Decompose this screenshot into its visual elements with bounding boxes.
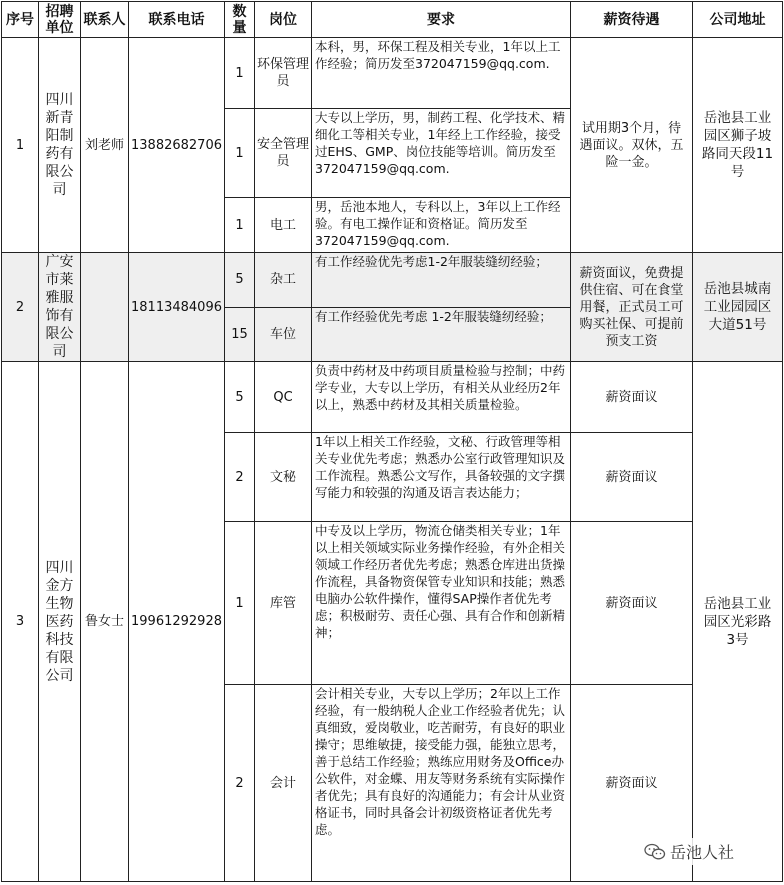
header-address: 公司地址 (693, 2, 783, 38)
salary-info: 薪资面议 (571, 433, 693, 522)
job-requirement: 男，岳池本地人，专科以上，3年以上工作经验。有电工操作证和资格证。简历发至372047159@qq.com. (312, 198, 571, 253)
contact-person: 刘老师 (81, 38, 129, 253)
job-position: 车位 (255, 307, 312, 362)
salary-info: 试用期3个月，待遇面议。双休，五险一金。 (571, 38, 693, 253)
header-contact: 联系人 (81, 2, 129, 38)
table-row (2, 38, 783, 109)
job-count: 1 (225, 198, 255, 253)
company-name: 四川新青阳制药有限公司 (39, 38, 81, 253)
job-requirement: 中专及以上学历，物流仓储类相关专业；1年以上相关领域实际业务操作经验，有外企相关领域工作经历者优先考虑；熟悉仓库进出货操作流程，具备物资保管专业知识和技能；熟悉电脑办公软件操作，懂得SAP操作者优先考虑；积极耐劳、责任心强、具有合作和创新精神； (312, 522, 571, 685)
header-count: 数量 (225, 2, 255, 38)
watermark-text: 岳池人社 (670, 843, 735, 862)
job-count: 5 (225, 362, 255, 433)
header-index: 序号 (2, 2, 39, 38)
contact-person (81, 253, 129, 362)
job-requirement: 有工作经验优先考虑 1-2年服装缝纫经验； (312, 307, 571, 362)
job-count: 1 (225, 522, 255, 685)
contact-phone: 19961292928 (129, 362, 225, 882)
watermark (640, 838, 738, 865)
job-count: 2 (225, 685, 255, 882)
salary-info: 薪资面议 (571, 522, 693, 685)
job-requirement: 本科，男，环保工程及相关专业，1年以上工作经验；简历发至372047159@qq.com. (312, 38, 571, 109)
contact-phone: 13882682706 (129, 38, 225, 253)
job-count: 1 (225, 109, 255, 198)
job-position: 会计 (255, 685, 312, 882)
job-count: 2 (225, 433, 255, 522)
job-position: QC (255, 362, 312, 433)
company-index: 1 (2, 38, 39, 253)
salary-info: 薪资面议，免费提供住宿、可在食堂用餐，正式员工可购买社保、可提前预支工资 (571, 253, 693, 362)
salary-info: 薪资面议 (571, 685, 693, 882)
table-row (2, 362, 783, 433)
job-position: 环保管理员 (255, 38, 312, 109)
company-address: 岳池县工业园区狮子坡路同天段11号 (693, 38, 783, 253)
company-name: 广安市莱雅服饰有限公司 (39, 253, 81, 362)
job-requirement: 1年以上相关工作经验，文秘、行政管理等相关专业优先考虑；熟悉办公室行政管理知识及工作流程。熟悉公文写作，具备较强的文字撰写能力和较强的沟通及语言表达能力； (312, 433, 571, 522)
job-count: 15 (225, 307, 255, 362)
job-requirement: 大专以上学历，男，制药工程、化学技术、精细化工等相关专业，1年经上工作经验，接受过EHS、GMP、岗位技能等培训。简历发至372047159@qq.com. (312, 109, 571, 198)
company-name: 四川金方生物医药科技有限公司 (39, 362, 81, 882)
job-requirement: 负责中药材及中药项目质量检验与控制；中药学专业，大专以上学历，有相关从业经历2年以上，熟悉中药材及其相关质量检验。 (312, 362, 571, 433)
wechat-icon (644, 843, 666, 861)
job-position: 文秘 (255, 433, 312, 522)
job-position: 电工 (255, 198, 312, 253)
job-count: 5 (225, 253, 255, 308)
job-position: 杂工 (255, 253, 312, 308)
header-phone: 联系电话 (129, 2, 225, 38)
company-index: 2 (2, 253, 39, 362)
job-count: 1 (225, 38, 255, 109)
contact-phone: 18113484096 (129, 253, 225, 362)
header-salary: 薪资待遇 (571, 2, 693, 38)
header-requirement: 要求 (312, 2, 571, 38)
job-listing-table (1, 1, 783, 882)
company-address: 岳池县工业园区光彩路3号 (693, 362, 783, 882)
salary-info: 薪资面议 (571, 362, 693, 433)
company-address: 岳池县城南工业园园区大道51号 (693, 253, 783, 362)
table-row (2, 253, 783, 308)
contact-person: 鲁女士 (81, 362, 129, 882)
job-requirement: 会计相关专业，大专以上学历；2年以上工作经验，有一般纳税人企业工作经验者优先；认真细致，爱岗敬业，吃苦耐劳，有良好的职业操守；思维敏捷，接受能力强，能独立思考，善于总结工作经验；熟练应用财务及Office办公软件，对金蝶、用友等财务系统有实际操作者优先；具有良好的沟通能力；有会计从业资格证书，同时具备会计初级资格证者优先考虑。 (312, 685, 571, 882)
job-position: 库管 (255, 522, 312, 685)
company-index: 3 (2, 362, 39, 882)
job-requirement: 有工作经验优先考虑1-2年服装缝纫经验； (312, 253, 571, 308)
job-position: 安全管理员 (255, 109, 312, 198)
header-row (2, 2, 783, 38)
header-position: 岗位 (255, 2, 312, 38)
header-company: 招聘单位 (39, 2, 81, 38)
